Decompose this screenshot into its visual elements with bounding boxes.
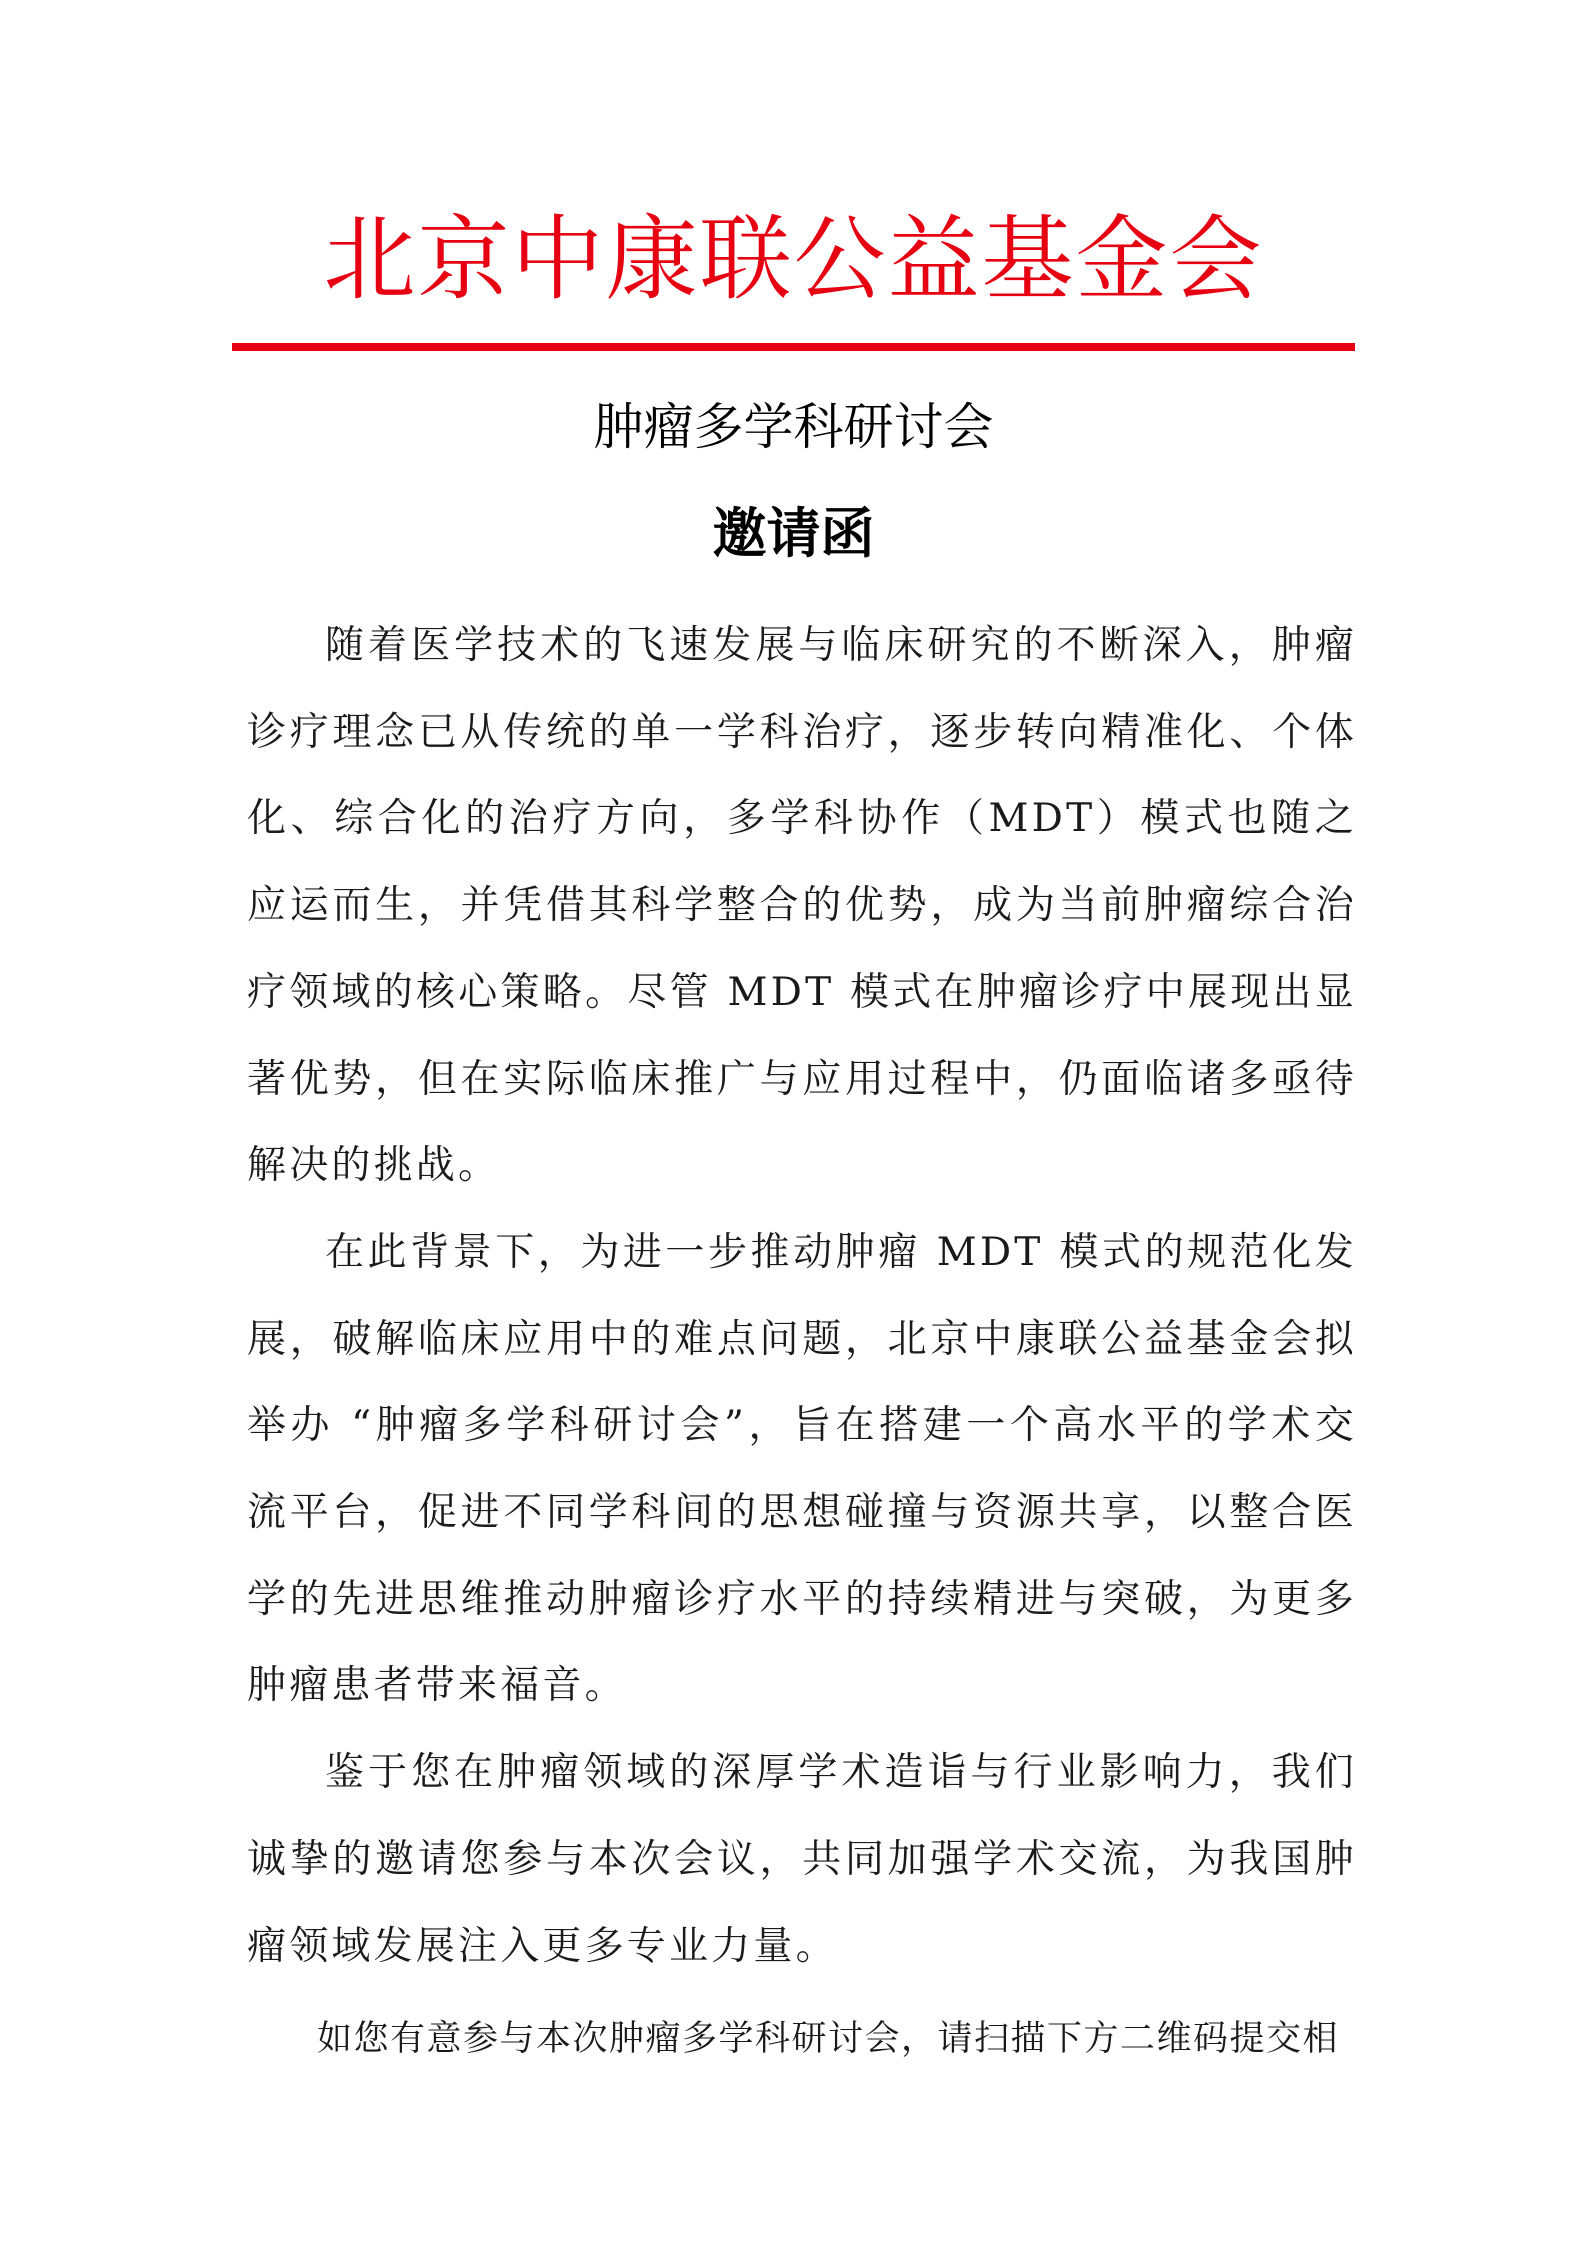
paragraph-purpose: 在此背景下，为进一步推动肿瘤 MDT 模式的规范化发展，破解临床应用中的难点问题，北京中康联公益基金会拟举办 “肿瘤多学科研讨会”，旨在搭建一个高水平的学术交流平台，促进不同学科间的思想碰撞与资源共享，以整合医学的先进思维推动肿瘤诊疗水平的持续精进与突破，为更多肿瘤患者带来福音。 xyxy=(247,1229,1357,1709)
event-title: 肿瘤多学科研讨会 xyxy=(593,398,994,456)
paragraph-invitation: 鉴于您在肿瘤领域的深厚学术造诣与行业影响力，我们诚挚的邀请您参与本次会议，共同加强学术交流，为我国肿瘤领域发展注入更多专业力量。 xyxy=(247,1750,1357,1969)
document-type-title: 邀请函 xyxy=(712,502,875,565)
letter-body xyxy=(247,603,1357,2082)
paragraph-background: 随着医学技术的飞速发展与临床研究的不断深入，肿瘤诊疗理念已从传统的单一学科治疗，逐步转向精准化、个体化、综合化的治疗方向，多学科协作（MDT）模式也随之应运而生，并凭借其科学整合的优势，成为当前肿瘤综合治疗领域的核心策略。尽管 MDT 模式在肿瘤诊疗中展现出显著优势，但在实际临床推广与应用过程中，仍面临诸多亟待解决的挑战。 xyxy=(247,623,1357,1189)
letterhead-red-divider xyxy=(232,343,1355,351)
paragraph-registration: 如您有意参与本次肿瘤多学科研讨会，请扫描下方二维码提交相 xyxy=(317,2019,1340,2060)
letterhead-organization-name: 北京中康联公益基金会 xyxy=(323,206,1264,313)
